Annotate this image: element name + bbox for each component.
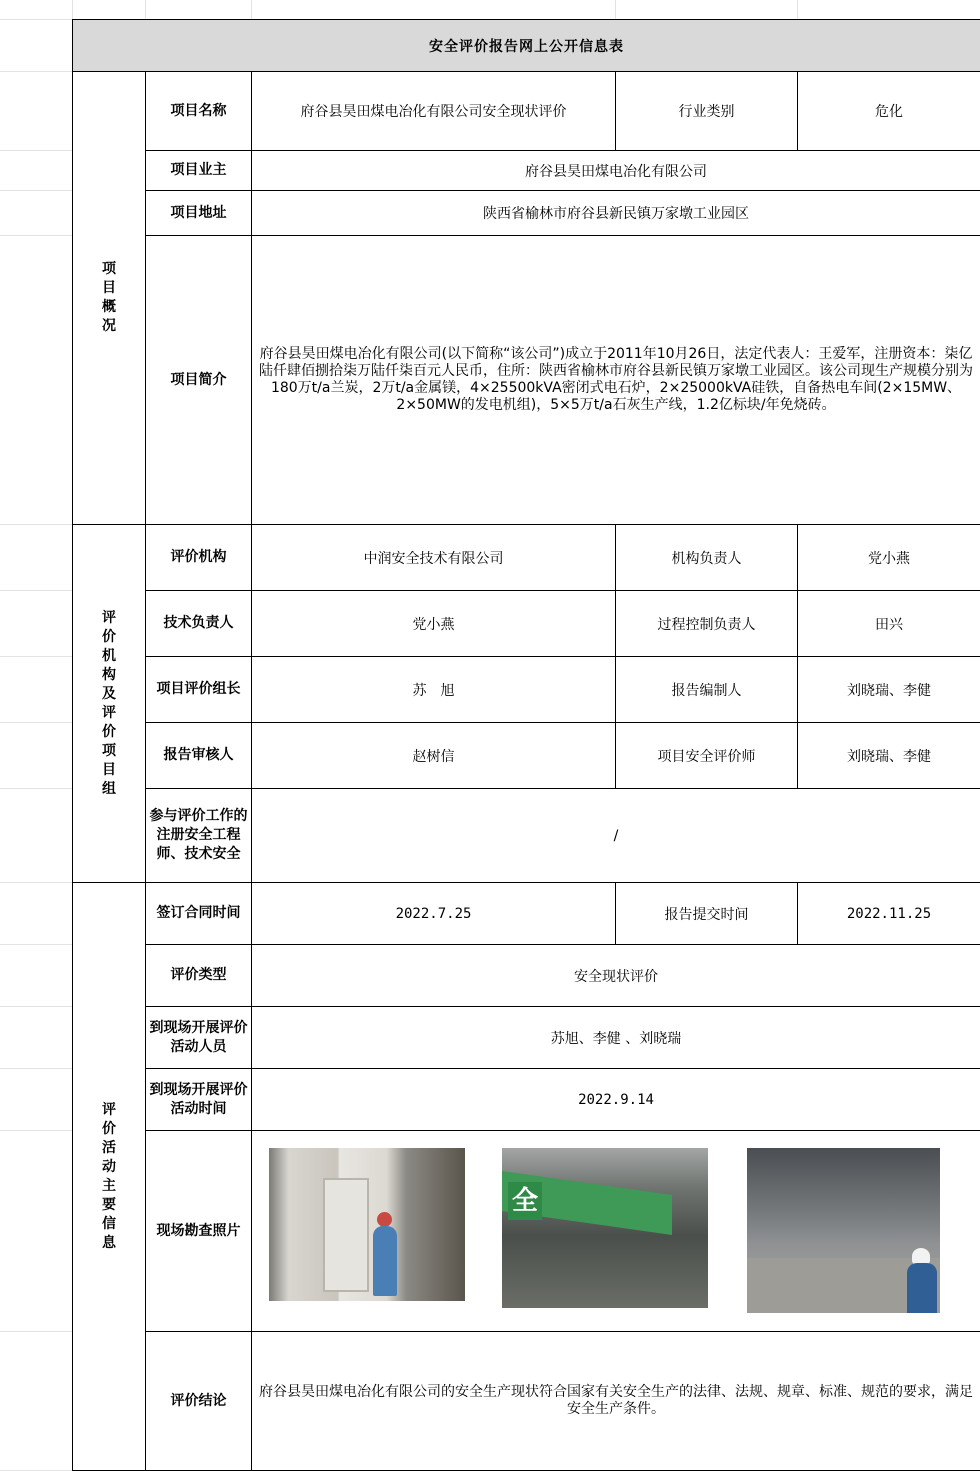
assessor-value: 刘晓瑞、李健: [798, 723, 980, 789]
contract-date-label: 签订合同时间: [146, 883, 252, 945]
photos-cell: [252, 1131, 980, 1332]
photo-person: [907, 1263, 937, 1313]
agency-value: 中润安全技术有限公司: [252, 525, 616, 591]
process-lead-label: 过程控制负责人: [616, 591, 798, 657]
address-label: 项目地址: [146, 191, 252, 236]
info-table: [72, 19, 980, 1471]
onsite-time-value: 2022.9.14: [252, 1069, 980, 1131]
onsite-staff-value: 苏旭、李健 、刘晓瑞: [252, 1007, 980, 1069]
contract-date-value: 2022.7.25: [252, 883, 616, 945]
eval-type-label: 评价类型: [146, 945, 252, 1007]
photos-label: 现场勘查照片: [146, 1131, 252, 1332]
tech-lead-value: 党小燕: [252, 591, 616, 657]
photo-banner-sign: 全: [508, 1182, 542, 1220]
page-title: 安全评价报告网上公开信息表: [73, 20, 980, 72]
photo-door: [323, 1178, 369, 1292]
site-photo-1: [269, 1148, 465, 1301]
onsite-time-label: 到现场开展评价活动时间: [146, 1069, 252, 1131]
eval-type-value: 安全现状评价: [252, 945, 980, 1007]
industry-label: 行业类别: [616, 72, 798, 151]
reviewer-value: 赵树信: [252, 723, 616, 789]
agency-label: 评价机构: [146, 525, 252, 591]
project-name-label: 项目名称: [146, 72, 252, 151]
report-writer-label: 报告编制人: [616, 657, 798, 723]
section-activity: 评价活动主要信息: [73, 883, 146, 1471]
assessor-label: 项目安全评价师: [616, 723, 798, 789]
engineers-value: /: [252, 789, 980, 883]
section-overview: 项目概况: [73, 72, 146, 525]
team-leader-label: 项目评价组长: [146, 657, 252, 723]
photo-person: [373, 1226, 397, 1296]
tech-lead-label: 技术负责人: [146, 591, 252, 657]
photo-helmet: [912, 1248, 930, 1264]
process-lead-value: 田兴: [798, 591, 980, 657]
conclusion-text: 府谷县昊田煤电冶化有限公司的安全生产现状符合国家有关安全生产的法律、法规、规章、标准、规范的要求，满足安全生产条件。: [252, 1332, 980, 1471]
owner-label: 项目业主: [146, 151, 252, 191]
reviewer-label: 报告审核人: [146, 723, 252, 789]
report-writer-value: 刘晓瑞、李健: [798, 657, 980, 723]
photo-helmet: [377, 1212, 392, 1227]
submit-date-label: 报告提交时间: [616, 883, 798, 945]
onsite-staff-label: 到现场开展评价活动人员: [146, 1007, 252, 1069]
site-photos: [252, 1131, 980, 1328]
engineers-label: 参与评价工作的注册安全工程师、技术安全: [146, 789, 252, 883]
team-leader-value: 苏 旭: [252, 657, 616, 723]
intro-text: 府谷县昊田煤电冶化有限公司(以下简称“该公司”)成立于2011年10月26日，法定代表人：王爱军，注册资本：柒亿陆仟肆佰捌拾柒万陆仟柒百元人民币，住所：陕西省榆林市府谷县新民镇万家墩工业园区。该公司现生产规模分别为180万t/a兰炭，2万t/a金属镁，4×25500kVA密闭式电石炉，2×25000kVA硅铁，自备热电车间(2×15MW、2×50MW的发电机组)，5×5万t/a石灰生产线，1.2亿标块/年免烧砖。: [252, 236, 980, 525]
agency-head-label: 机构负责人: [616, 525, 798, 591]
project-name: 府谷县昊田煤电冶化有限公司安全现状评价: [252, 72, 616, 151]
owner-value: 府谷县昊田煤电冶化有限公司: [252, 151, 980, 191]
section-org: 评价机构及评价项目组: [73, 525, 146, 883]
submit-date-value: 2022.11.25: [798, 883, 980, 945]
site-photo-3: [747, 1148, 940, 1313]
industry-value: 危化: [798, 72, 980, 151]
intro-label: 项目简介: [146, 236, 252, 525]
address-value: 陕西省榆林市府谷县新民镇万家墩工业园区: [252, 191, 980, 236]
agency-head-value: 党小燕: [798, 525, 980, 591]
site-photo-2: [502, 1148, 708, 1308]
conclusion-label: 评价结论: [146, 1332, 252, 1471]
